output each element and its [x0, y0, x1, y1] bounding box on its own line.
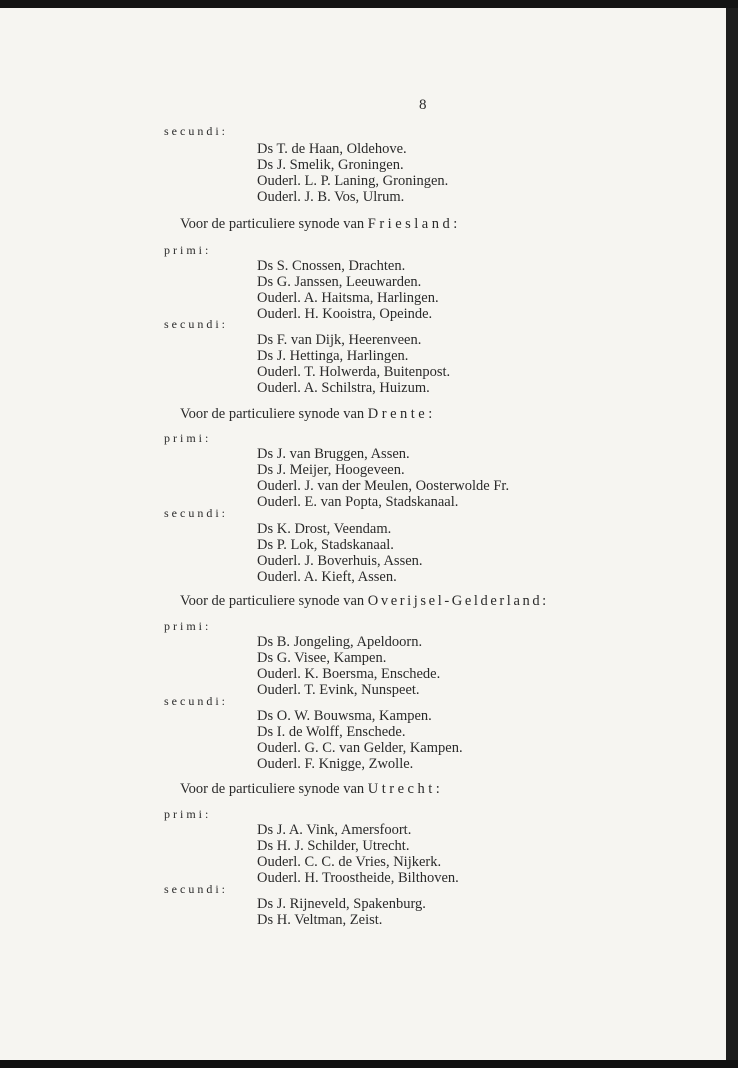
delegate-entry: Ds H. Veltman, Zeist.	[257, 912, 383, 928]
delegate-entry: Ds K. Drost, Veendam.	[257, 521, 392, 537]
delegate-entry: Ds J. Rijneveld, Spakenburg.	[257, 896, 426, 912]
delegate-entry: Ds J. Meijer, Hoogeveen.	[257, 462, 405, 478]
delegate-entry: Ds I. de Wolff, Enschede.	[257, 724, 406, 740]
group-label: secundi:	[164, 124, 228, 138]
delegate-entry: Ds B. Jongeling, Apeldoorn.	[257, 634, 423, 650]
section-heading-friesland	[180, 216, 461, 233]
page-number: 8	[419, 97, 427, 113]
section-heading-drente	[180, 406, 436, 423]
delegate-entry: Ouderl. F. Knigge, Zwolle.	[257, 756, 414, 772]
delegate-entry: Ds S. Cnossen, Drachten.	[257, 258, 406, 274]
group-label: secundi:	[164, 694, 228, 708]
group-label: primi:	[164, 431, 212, 445]
heading-place: Utrecht:	[367, 781, 444, 797]
delegate-entry: Ds P. Lok, Stadskanaal.	[257, 537, 394, 553]
scan-right-border	[726, 8, 738, 1060]
scan-top-border	[0, 0, 738, 8]
delegate-entry: Ouderl. E. van Popta, Stadskanaal.	[257, 494, 459, 510]
delegate-entry: Ds O. W. Bouwsma, Kampen.	[257, 708, 432, 724]
heading-prefix: Voor de particuliere synode van	[180, 406, 365, 422]
section-heading-overijsel-gelderland	[180, 593, 549, 610]
section-heading-utrecht	[180, 781, 443, 798]
delegate-entry: Ouderl. H. Troostheide, Bilthoven.	[257, 870, 459, 886]
group-label: primi:	[164, 807, 212, 821]
delegate-entry: Ouderl. T. Holwerda, Buitenpost.	[257, 364, 451, 380]
group-label: secundi:	[164, 317, 228, 331]
heading-place: Overijsel-Gelderland:	[367, 593, 549, 609]
delegate-entry: Ouderl. H. Kooistra, Opeinde.	[257, 306, 433, 322]
delegate-entry: Ds J. A. Vink, Amersfoort.	[257, 822, 412, 838]
heading-place: Drente:	[367, 406, 436, 422]
delegate-entry: Ouderl. J. van der Meulen, Oosterwolde Fr.	[257, 478, 510, 494]
group-label: primi:	[164, 619, 212, 633]
delegate-entry: Ouderl. G. C. van Gelder, Kampen.	[257, 740, 463, 756]
delegate-entry: Ouderl. K. Boersma, Enschede.	[257, 666, 441, 682]
delegate-entry: Ds T. de Haan, Oldehove.	[257, 141, 407, 157]
group-label: secundi:	[164, 882, 228, 896]
heading-place: Friesland:	[367, 216, 461, 232]
delegate-entry: Ds J. Smelik, Groningen.	[257, 157, 404, 173]
delegate-entry: Ds J. Hettinga, Harlingen.	[257, 348, 409, 364]
group-label: secundi:	[164, 506, 228, 520]
delegate-entry: Ds G. Visee, Kampen.	[257, 650, 387, 666]
group-label: primi:	[164, 243, 212, 257]
delegate-entry: Ds F. van Dijk, Heerenveen.	[257, 332, 422, 348]
delegate-entry: Ds H. J. Schilder, Utrecht.	[257, 838, 410, 854]
delegate-entry: Ouderl. A. Haitsma, Harlingen.	[257, 290, 439, 306]
delegate-entry: Ouderl. J. Boverhuis, Assen.	[257, 553, 423, 569]
delegate-entry: Ouderl. C. C. de Vries, Nijkerk.	[257, 854, 442, 870]
heading-prefix: Voor de particuliere synode van	[180, 216, 365, 232]
scan-bottom-border	[0, 1060, 738, 1068]
delegate-entry: Ouderl. L. P. Laning, Groningen.	[257, 173, 449, 189]
delegate-entry: Ds G. Janssen, Leeuwarden.	[257, 274, 422, 290]
delegate-entry: Ouderl. A. Kieft, Assen.	[257, 569, 397, 585]
delegate-entry: Ouderl. A. Schilstra, Huizum.	[257, 380, 430, 396]
delegate-entry: Ouderl. T. Evink, Nunspeet.	[257, 682, 420, 698]
heading-prefix: Voor de particuliere synode van	[180, 781, 365, 797]
delegate-entry: Ouderl. J. B. Vos, Ulrum.	[257, 189, 405, 205]
delegate-entry: Ds J. van Bruggen, Assen.	[257, 446, 410, 462]
heading-prefix: Voor de particuliere synode van	[180, 593, 365, 609]
